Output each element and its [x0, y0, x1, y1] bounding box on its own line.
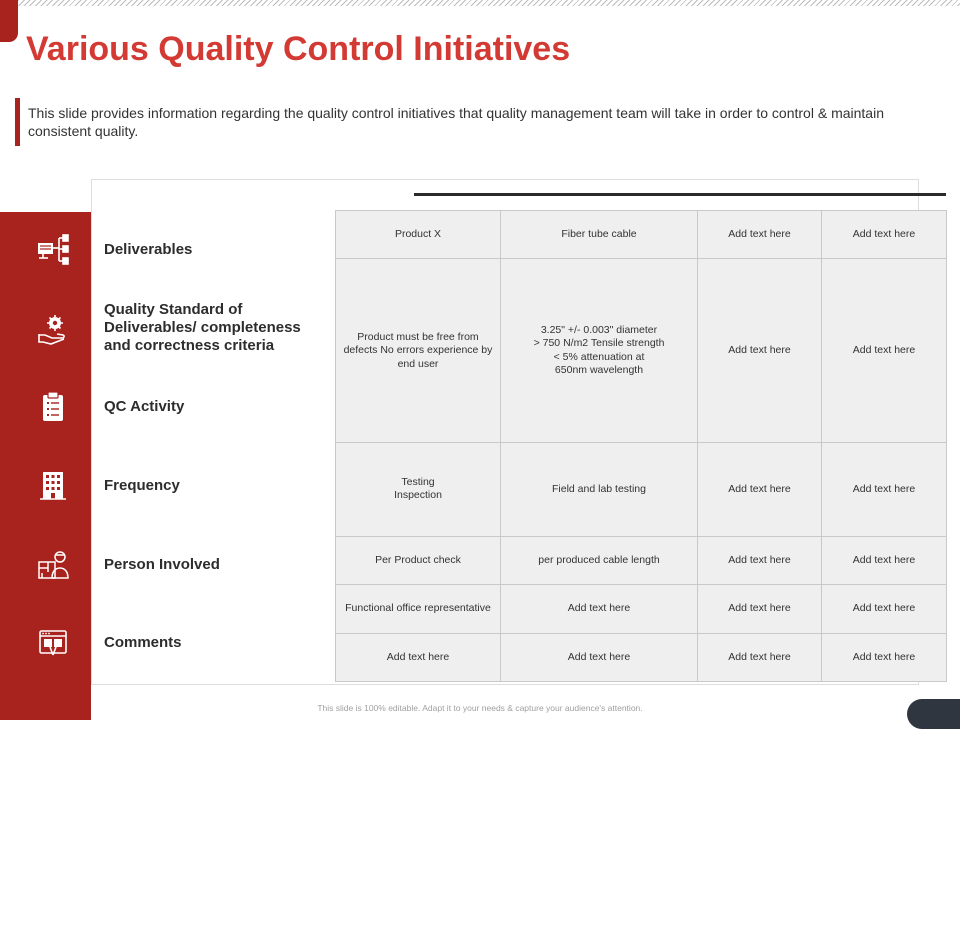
footer-note: This slide is 100% editable. Adapt it to your needs & capture your audience's attention. [317, 703, 643, 713]
sidebar-dashed-line [14, 752, 15, 928]
network-hierarchy-icon [36, 233, 70, 267]
table-cell: per produced cable length [501, 536, 698, 584]
row-label-frequency: Frequency [104, 477, 180, 494]
table-cell: Add text here [698, 585, 822, 633]
table-cell: Add text here [822, 536, 947, 584]
building-icon [36, 469, 70, 503]
table-cell: Add text here [822, 211, 947, 259]
row-label-quality-standard: Quality Standard of Deliverables/ completeness and correctness criteria [104, 301, 301, 354]
table-cell: Add text here [822, 633, 947, 681]
table-row [336, 536, 947, 584]
clipboard-icon [36, 390, 70, 424]
sidebar-dashed-line-2 [10, 787, 11, 927]
table-cell: Add text here [698, 536, 822, 584]
row-label-deliverables: Deliverables [104, 241, 193, 258]
table-cell: Functional office representative [336, 585, 501, 633]
row-label-comments: Comments [104, 634, 182, 651]
table-cell: Add text here [822, 443, 947, 537]
table-cell: Add text here [501, 633, 698, 681]
table-cell: Add text here [698, 443, 822, 537]
table-row [336, 633, 947, 681]
table-row [336, 443, 947, 537]
qc-table [335, 210, 947, 682]
table-cell: 3.25" +/- 0.003" diameter > 750 N/m2 Tensile strength < 5% attenuation at 650nm wavelength [501, 259, 698, 443]
browser-window-icon [36, 626, 70, 660]
hand-gear-icon [36, 312, 70, 346]
table-cell: Add text here [822, 585, 947, 633]
table-cell: Product X [336, 211, 501, 259]
description-accent-bar [15, 98, 20, 146]
corner-accent-tab [0, 0, 18, 42]
table-cell: Add text here [336, 633, 501, 681]
person-blueprint-icon [36, 548, 70, 582]
table-row [336, 211, 947, 259]
top-hatch-border [18, 0, 960, 6]
slide-nav-pill[interactable] [907, 699, 960, 729]
table-cell: Add text here [698, 633, 822, 681]
table-cell: Per Product check [336, 536, 501, 584]
table-row [336, 585, 947, 633]
table-row [336, 259, 947, 443]
icon-sidebar [0, 212, 91, 720]
row-label-qc-activity: QC Activity [104, 398, 185, 415]
header-divider-line [414, 193, 946, 196]
table-cell: Add text here [822, 259, 947, 443]
table-cell: Add text here [698, 211, 822, 259]
row-label-person-involved: Person Involved [104, 556, 220, 573]
table-cell: Fiber tube cable [501, 211, 698, 259]
table-cell: Add text here [698, 259, 822, 443]
table-cell: Product must be free from defects No errors experience by end user [336, 259, 501, 443]
slide-title: Various Quality Control Initiatives [26, 30, 571, 68]
table-cell: Field and lab testing [501, 443, 698, 537]
slide-description: This slide provides information regarding the quality control initiatives that quality management team will take in order to control & maintain consistent quality. [28, 105, 884, 139]
table-cell: Testing Inspection [336, 443, 501, 537]
table-cell: Add text here [501, 585, 698, 633]
